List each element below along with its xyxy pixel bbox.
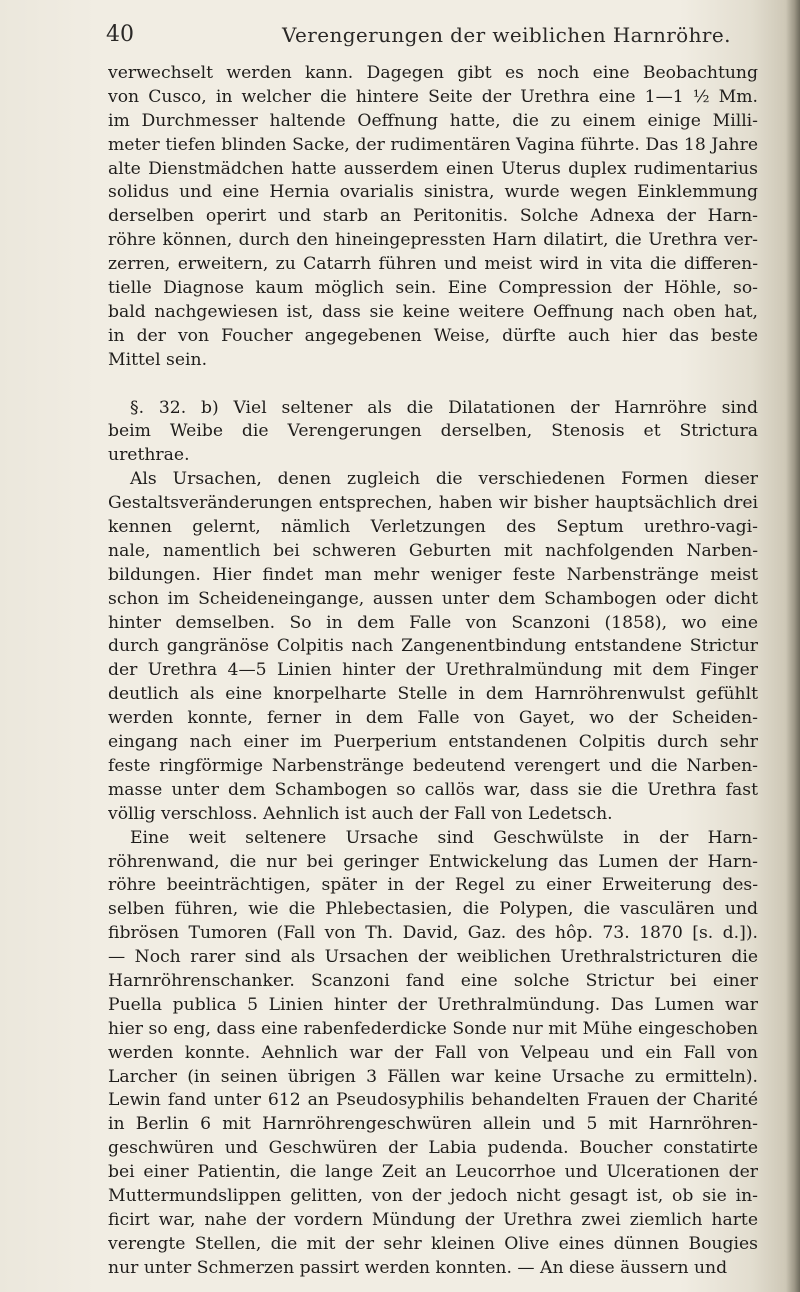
text-line: schon im Scheideneingange, aussen unter dem Schambogen oder dicht <box>108 588 758 609</box>
page-edge-shadow <box>786 0 800 1292</box>
body-text <box>108 62 758 1281</box>
text-line: in Berlin 6 mit Harnröhrengeschwüren allein und 5 mit Harnröhren- <box>108 1114 758 1135</box>
text-line: nale, namentlich bei schweren Geburten mit nachfolgenden Narben- <box>108 540 758 561</box>
text-line: feste ringförmige Narbenstränge bedeutend verengert und die Narben- <box>108 755 758 776</box>
text-line: Harnröhrenschanker. Scanzoni fand eine solche Strictur bei einer <box>108 970 758 991</box>
page-header <box>106 22 740 56</box>
paragraph-section-heading <box>108 397 758 469</box>
text-line: im Durchmesser haltende Oeffnung hatte, die zu einem einige Milli- <box>108 110 758 131</box>
text-line: nur unter Schmerzen passirt werden konnten. — An diese äussern und <box>108 1257 728 1278</box>
paragraph-gap <box>108 373 758 397</box>
running-title: Verengerungen der weiblichen Harnröhre. <box>282 23 731 47</box>
text-line: verengte Stellen, die mit der sehr kleinen Olive eines dünnen Bougies <box>108 1233 758 1254</box>
text-line: ficirt war, nahe der vordern Mündung der Urethra zwei ziemlich harte <box>108 1209 758 1230</box>
text-line: meter tiefen blinden Sacke, der rudimentären Vagina führte. Das 18 Jahre <box>108 134 758 155</box>
text-line: bildungen. Hier findet man mehr weniger feste Narbenstränge meist <box>108 564 758 585</box>
text-line: in der von Foucher angegebenen Weise, dürfte auch hier das beste <box>108 325 758 346</box>
text-line: urethrae. <box>108 445 190 466</box>
text-line: alte Dienstmädchen hatte ausserdem einen Uterus duplex rudimentarius <box>108 158 758 179</box>
text-line: deutlich als eine knorpelharte Stelle in dem Harnröhrenwulst gefühlt <box>108 684 758 705</box>
text-line: §. 32. b) Viel seltener als die Dilatationen der Harnröhre sind <box>130 397 758 418</box>
text-line: röhre beeinträchtigen, später in der Regel zu einer Erweiterung des- <box>108 875 758 896</box>
text-line: werden konnte, ferner in dem Falle von Gayet, wo der Scheiden- <box>108 708 758 729</box>
text-line: geschwüren und Geschwüren der Labia pudenda. Boucher constatirte <box>108 1138 758 1159</box>
text-line: masse unter dem Schambogen so callös war, dass sie die Urethra fast <box>108 779 758 800</box>
text-line: Als Ursachen, denen zugleich die verschiedenen Formen dieser <box>130 469 758 490</box>
text-line: hier so eng, dass eine rabenfederdicke Sonde nur mit Mühe eingeschoben <box>108 1018 758 1039</box>
text-line: durch gangränöse Colpitis nach Zangenentbindung entstandene Strictur <box>108 636 758 657</box>
text-line: Gestaltsveränderungen entsprechen, haben wir bisher hauptsächlich drei <box>108 493 758 514</box>
text-line: fibrösen Tumoren (Fall von Th. David, Gaz. des hôp. 73. 1870 [s. d.]). <box>108 923 758 944</box>
text-line: Larcher (in seinen übrigen 3 Fällen war keine Ursache zu ermitteln). <box>108 1066 758 1087</box>
text-line: röhrenwand, die nur bei geringer Entwickelung das Lumen der Harn- <box>108 851 758 872</box>
text-line: zerren, erweitern, zu Catarrh führen und meist wird in vita die differen- <box>108 254 758 275</box>
text-line: hinter demselben. So in dem Falle von Scanzoni (1858), wo eine <box>108 612 758 633</box>
text-line: völlig verschloss. Aehnlich ist auch der Fall von Ledetsch. <box>108 803 613 824</box>
text-line: Eine weit seltenere Ursache sind Geschwülste in der Harn- <box>130 827 758 848</box>
text-line: bei einer Patientin, die lange Zeit an Leucorrhoe und Ulcerationen der <box>108 1162 758 1183</box>
text-line: verwechselt werden kann. Dagegen gibt es noch eine Beobachtung <box>108 63 758 83</box>
text-line: tielle Diagnose kaum möglich sein. Eine Compression der Höhle, so- <box>108 278 758 299</box>
text-line: der Urethra 4—5 Linien hinter der Urethralmündung mit dem Finger <box>108 660 758 681</box>
text-line: eingang nach einer im Puerperium entstandenen Colpitis durch sehr <box>108 732 758 753</box>
text-line: Mittel sein. <box>108 349 208 370</box>
text-line: selben führen, wie die Phlebectasien, die Polypen, die vasculären und <box>108 899 758 920</box>
text-line: röhre können, durch den hineingepressten Harn dilatirt, die Urethra ver- <box>108 230 758 251</box>
text-line: Muttermundslippen gelitten, von der jedoch nicht gesagt ist, ob sie in- <box>108 1185 758 1206</box>
text-line: beim Weibe die Verengerungen derselben, Stenosis et Strictura <box>108 421 758 442</box>
paragraph <box>108 468 758 826</box>
paragraph <box>108 62 758 373</box>
page-number: 40 <box>106 22 134 47</box>
text-line: Lewin fand unter 612 an Pseudosyphilis behandelten Frauen der Charité <box>108 1090 758 1111</box>
text-line: bald nachgewiesen ist, dass sie keine weitere Oeffnung nach oben hat, <box>108 301 758 322</box>
text-line: solidus und eine Hernia ovarialis sinistra, wurde wegen Einklemmung <box>108 182 758 203</box>
text-line: kennen gelernt, nämlich Verletzungen des Septum urethro-vagi- <box>108 517 758 538</box>
text-line: werden konnte. Aehnlich war der Fall von Velpeau und ein Fall von <box>108 1042 758 1063</box>
text-line: — Noch rarer sind als Ursachen der weiblichen Urethralstricturen die <box>108 947 758 968</box>
text-line: Puella publica 5 Linien hinter der Urethralmündung. Das Lumen war <box>108 994 758 1015</box>
text-line: derselben operirt und starb an Peritonitis. Solche Adnexa der Harn- <box>108 206 758 227</box>
text-line: von Cusco, in welcher die hintere Seite der Urethra eine 1—1 ½ Mm. <box>108 86 758 107</box>
paragraph <box>108 827 758 1281</box>
